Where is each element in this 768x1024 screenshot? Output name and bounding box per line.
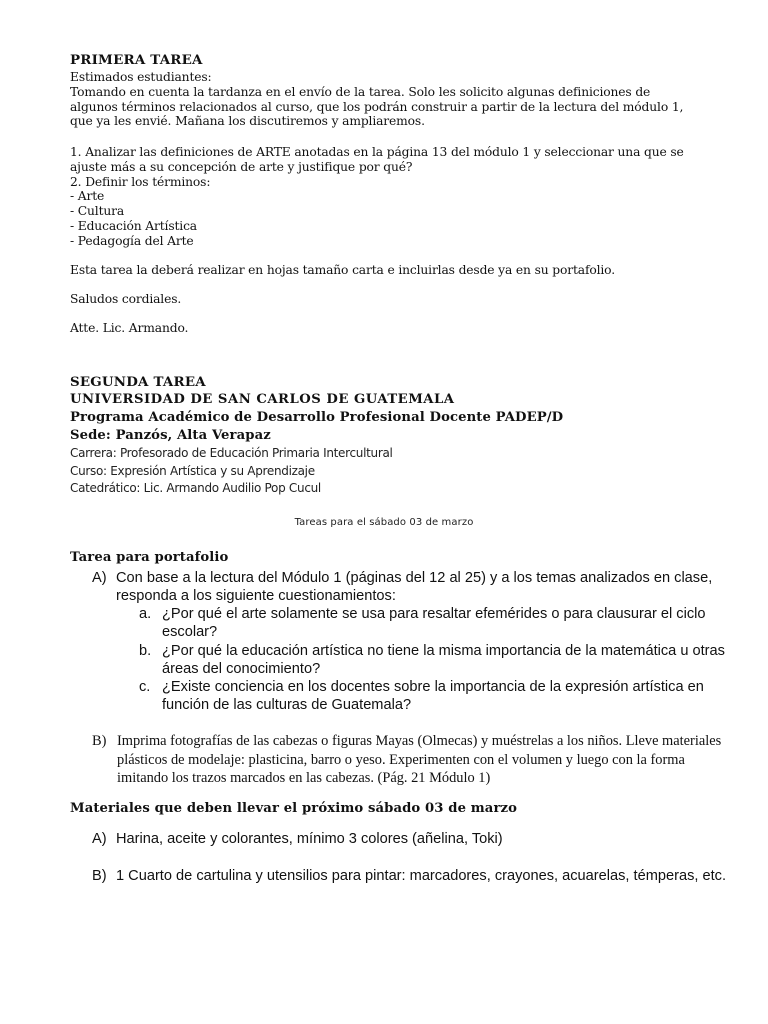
term-item: - Pedagogía del Arte: [70, 233, 194, 248]
instruction-line: ajuste más a su concepción de arte y justifique por qué?: [70, 159, 413, 174]
intro-line: Estimados estudiantes:: [70, 70, 212, 84]
sede: Sede: Panzós, Alta Verapaz: [70, 428, 271, 443]
intro-line: algunos términos relacionados al curso, que los podrán construir a partir de la lectura del módulo 1,: [70, 99, 684, 114]
item-a-text: [116, 569, 716, 605]
primera-tarea-title: PRIMERA TAREA: [70, 52, 203, 68]
intro-line: que ya les envié. Mañana los discutiremos y ampliaremos.: [70, 114, 425, 129]
course-info: [70, 445, 393, 498]
item-b-text: [117, 732, 727, 788]
item-b-line: Imprima fotografías de las cabezas o figuras Mayas (Olmecas) y muéstrelas a los niños. Lleve materiales: [117, 733, 722, 749]
material-a-text: Harina, aceite y colorantes, mínimo 3 colores (añelina, Toki): [116, 831, 503, 847]
material-a-label: A): [92, 831, 107, 847]
item-a-line: Con base a la lectura del Módulo 1 (páginas del 12 al 25) y a los temas analizados en clase,: [116, 570, 713, 586]
university-name: UNIVERSIDAD DE SAN CARLOS DE GUATEMALA: [70, 392, 455, 407]
item-a-line: responda a los siguiente cuestionamientos:: [116, 588, 396, 604]
question-c: [162, 678, 722, 714]
material-b-label: B): [92, 868, 107, 884]
signature: Atte. Lic. Armando.: [70, 321, 189, 335]
question-line: escolar?: [162, 624, 218, 640]
primera-items: [70, 145, 730, 249]
item-b-label: B): [92, 733, 107, 749]
item-b-line: plásticos de modelaje: plasticina, barro o yeso. Experimenten con el volumen y luego con la forma: [117, 751, 685, 768]
instruction-line: 2. Definir los términos:: [70, 174, 211, 189]
carrera: Carrera: Profesorado de Educación Primaria Intercultural: [70, 446, 393, 460]
material-b-text: 1 Cuarto de cartulina y utensilios para pintar: marcadores, crayones, acuarelas, témperas, etc.: [116, 868, 726, 884]
question-a: [162, 605, 722, 641]
question-line: ¿Por qué la educación artística no tiene la misma importancia de la matemática u otras: [162, 643, 725, 659]
item-b-line: imitando los trazos marcados en las cabezas. (Pág. 21 Módulo 1): [117, 770, 491, 786]
question-line: áreas del conocimiento?: [162, 661, 321, 677]
item-a-label: A): [92, 570, 107, 586]
materiales-heading: Materiales que deben llevar el próximo sábado 03 de marzo: [70, 801, 517, 816]
primera-note: Esta tarea la deberá realizar en hojas tamaño carta e incluirlas desde ya en su portafolio.: [70, 263, 615, 277]
question-b: [162, 642, 725, 678]
intro-line: Tomando en cuenta la tardanza en el envío de la tarea. Solo les solicito algunas definiciones de: [70, 84, 651, 99]
question-line: ¿Existe conciencia en los docentes sobre la importancia de la expresión artística en: [162, 679, 704, 695]
curso: Curso: Expresión Artística y su Aprendizaje: [70, 463, 315, 478]
question-line: ¿Por qué el arte solamente se usa para resaltar efemérides o para clausurar el ciclo: [162, 606, 706, 622]
term-item: - Arte: [70, 189, 105, 204]
question-line: función de las culturas de Guatemala?: [162, 697, 412, 713]
term-item: - Educación Artística: [70, 218, 197, 233]
question-b-label: b.: [139, 643, 152, 659]
instruction-line: 1. Analizar las definiciones de ARTE anotadas en la página 13 del módulo 1 y seleccionar una que se: [70, 145, 684, 159]
date-note: Tareas para el sábado 03 de marzo: [294, 517, 474, 528]
segunda-tarea-title: SEGUNDA TAREA: [70, 374, 206, 390]
question-c-label: c.: [139, 679, 151, 695]
primera-intro: [70, 70, 730, 129]
question-a-label: a.: [139, 606, 152, 622]
greeting: Saludos cordiales.: [70, 292, 182, 306]
catedratico: Catedrático: Lic. Armando Audilio Pop Cucul: [70, 481, 321, 495]
portafolio-heading: Tarea para portafolio: [70, 550, 229, 565]
term-item: - Cultura: [70, 204, 125, 219]
program-name: Programa Académico de Desarrollo Profesional Docente PADEP/D: [70, 410, 564, 425]
